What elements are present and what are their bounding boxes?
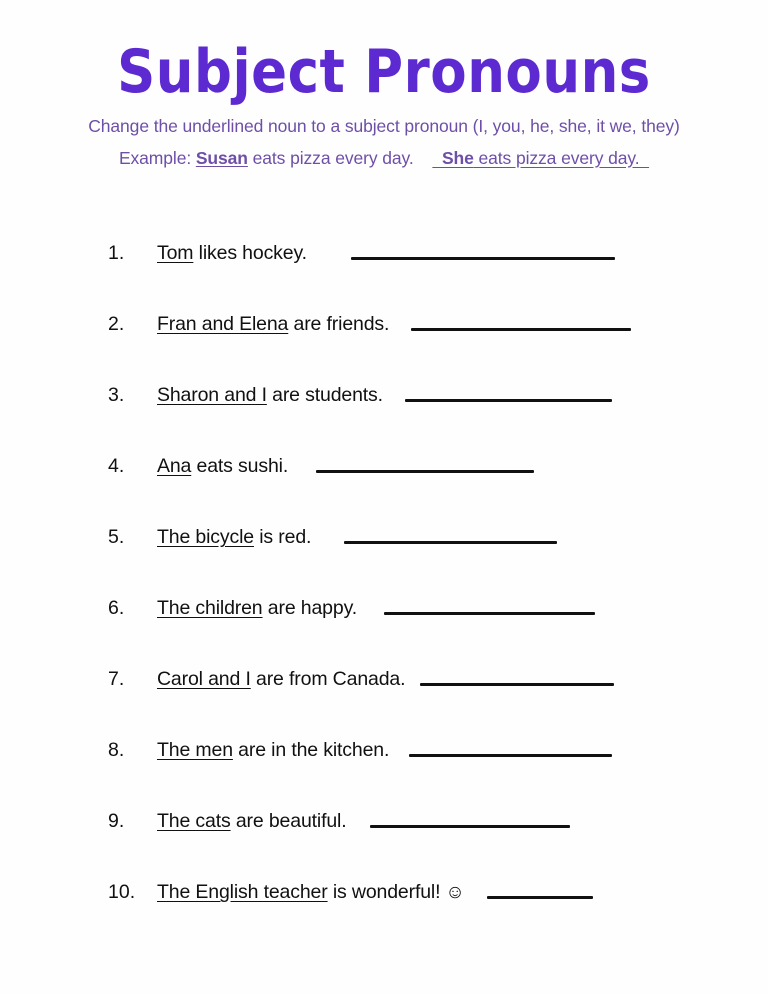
underlined-subject: The children [157,597,263,620]
question-number: 9. [108,810,125,833]
underlined-subject: Carol and I [157,668,251,691]
answer-blank-line[interactable] [487,896,593,899]
question-list [0,170,768,928]
example-label: Example: [118,147,192,168]
question-sentence [157,384,383,407]
example-sentence-rest: eats pizza every day. [247,147,414,168]
underlined-subject: The bicycle [157,526,254,549]
example-answer-trail [640,148,650,168]
sentence-remainder: are in the kitchen. [232,739,390,762]
example-answer [432,148,649,168]
answer-blank-line[interactable] [316,470,534,473]
answer-blank-line[interactable] [420,683,614,686]
sentence-remainder: are beautiful. [230,810,347,833]
question-sentence [157,810,347,833]
question-number: 1. [108,242,125,265]
question-number: 3. [108,384,125,407]
page-title: Subject Pronouns [117,38,651,107]
example-answer-lead [432,148,442,168]
sentence-remainder: eats sushi. [191,455,289,478]
sentence-remainder: is wonderful! [327,881,441,904]
answer-blank-line[interactable] [351,257,615,260]
underlined-subject: Sharon and I [157,384,267,407]
example-answer-rest: eats pizza every day. [473,147,640,168]
example-line [0,139,768,171]
question-item-6 [0,573,768,644]
question-sentence [157,668,405,691]
question-sentence [157,526,311,549]
question-sentence [157,455,288,478]
question-sentence [157,881,465,904]
underlined-subject: Ana [157,455,192,478]
question-item-1 [0,218,768,289]
question-number: 7. [108,668,125,691]
question-item-5 [0,502,768,573]
smiley-face-icon: ☺ [445,882,465,904]
question-number: 6. [108,597,125,620]
question-item-8 [0,715,768,786]
question-number: 5. [108,526,125,549]
question-item-10 [0,857,768,928]
question-sentence [157,313,389,336]
question-number: 10. [108,881,136,904]
question-item-4 [0,431,768,502]
question-number: 4. [108,455,125,478]
sentence-remainder: are happy. [262,597,357,620]
underlined-subject: The English teacher [157,881,328,904]
question-number: 8. [108,739,125,762]
sentence-remainder: likes hockey. [193,242,307,265]
underlined-subject: The men [157,739,233,762]
sentence-remainder: are from Canada. [250,668,406,691]
sentence-remainder: are students. [266,384,383,407]
instructions-text: Change the underlined noun to a subject pronoun (I, you, he, she, it we, they) [88,116,680,136]
question-sentence [157,597,357,620]
answer-blank-line[interactable] [384,612,595,615]
underlined-subject: Fran and Elena [157,313,289,336]
sentence-remainder: is red. [253,526,312,549]
example-subject-noun: Susan [195,147,248,168]
question-number: 2. [108,313,125,336]
answer-blank-line[interactable] [409,754,612,757]
answer-blank-line[interactable] [344,541,557,544]
answer-blank-line[interactable] [411,328,631,331]
example-answer-pronoun: She [441,147,474,168]
question-sentence [157,739,389,762]
answer-blank-line[interactable] [370,825,570,828]
answer-blank-line[interactable] [405,399,612,402]
question-sentence [157,242,307,265]
question-item-7 [0,644,768,715]
underlined-subject: The cats [157,810,231,833]
question-item-2 [0,289,768,360]
question-item-3 [0,360,768,431]
underlined-subject: Tom [157,242,194,265]
sentence-remainder: are friends. [288,313,390,336]
question-item-9 [0,786,768,857]
